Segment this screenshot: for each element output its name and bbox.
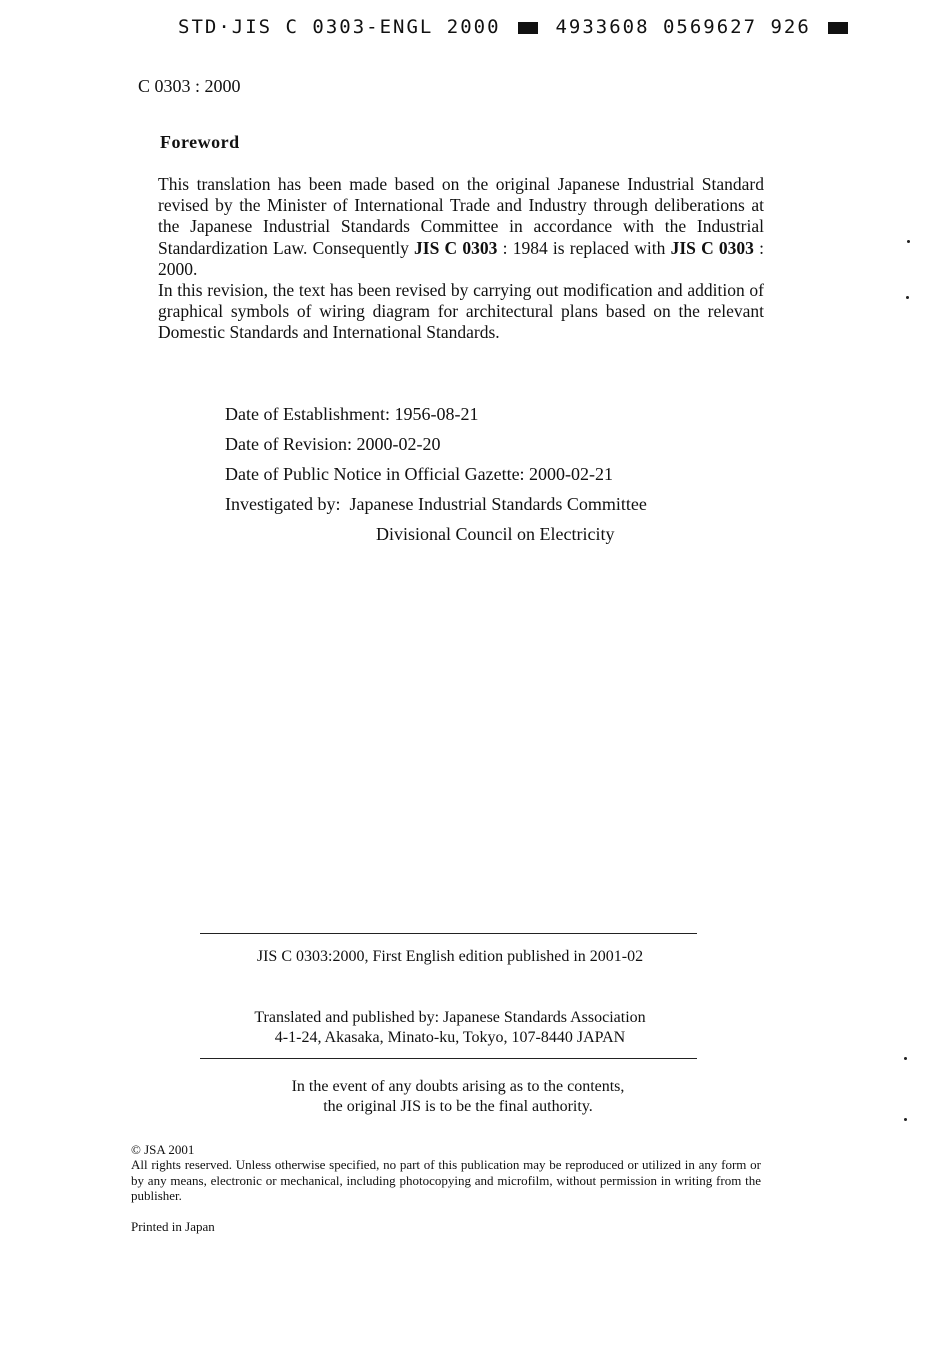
investigated-by xyxy=(225,494,647,515)
authority-line1: In the event of any doubts arising as to the contents, xyxy=(291,1078,625,1095)
document-number: C 0303 : 2000 xyxy=(138,76,241,96)
jis-reference-new: JIS C 0303 xyxy=(670,237,754,258)
authority-note xyxy=(200,1077,716,1117)
investigated-by-line2: Divisional Council on Electricity xyxy=(376,524,615,544)
scan-speck xyxy=(904,1118,907,1121)
black-block-mark xyxy=(828,22,848,34)
foreword-text: : 2000. xyxy=(158,237,765,279)
divider-bottom xyxy=(200,1058,697,1059)
header-code-part2: 4933608 0569627 926 xyxy=(555,16,811,38)
investigated-by-line1: Japanese Industrial Standards Committee xyxy=(349,494,647,514)
foreword-body xyxy=(158,174,764,344)
date-of-revision: Date of Revision: 2000-02-20 xyxy=(225,434,441,454)
scan-speck xyxy=(907,240,910,243)
date-of-public-notice: Date of Public Notice in Official Gazette: 2000-02-21 xyxy=(225,464,614,484)
scan-speck xyxy=(906,296,909,299)
jis-reference-old: JIS C 0303 xyxy=(414,237,498,258)
foreword-text: : 1984 is replaced with xyxy=(497,237,671,258)
foreword-paragraph-1 xyxy=(158,174,764,280)
document-header-code xyxy=(178,16,852,38)
edition-note: JIS C 0303:2000, First English edition published in 2001-02 xyxy=(256,948,644,965)
investigated-by-label: Investigated by: xyxy=(225,494,341,514)
publisher-block xyxy=(200,1008,700,1048)
header-code-part1: STD·JIS C 0303-ENGL 2000 xyxy=(178,16,501,38)
foreword-heading: Foreword xyxy=(160,132,240,152)
publisher-line1: Translated and published by: Japanese Standards Association xyxy=(254,1009,646,1026)
divider-top xyxy=(200,933,697,934)
copyright-notice: © JSA 2001 xyxy=(131,1142,195,1157)
scan-speck xyxy=(904,1057,907,1060)
black-block-mark xyxy=(518,22,538,34)
publisher-address: 4-1-24, Akasaka, Minato-ku, Tokyo, 107-8440 JAPAN xyxy=(274,1029,626,1046)
foreword-text: This translation has been made based on the original Japanese Industrial Standard revised by the Minister of International Trade and Industry through deliberations at the Japanese Industrial Standards Committee in accordance with the Industrial Standardization Law. Consequently xyxy=(158,174,764,258)
date-of-establishment: Date of Establishment: 1956-08-21 xyxy=(225,404,479,424)
rights-statement: All rights reserved. Unless otherwise specified, no part of this publication may be reproduced or utilized in any form or by any means, electronic or mechanical, including photocopying and microfilm, without permission in writing from the publisher. xyxy=(131,1157,761,1203)
foreword-paragraph-2: In this revision, the text has been revised by carrying out modification and addition of graphical symbols of wiring diagram for architectural plans based on the relevant Domestic Standards and International Standards. xyxy=(158,280,764,343)
printed-in-note: Printed in Japan xyxy=(131,1219,215,1234)
authority-line2: the original JIS is to be the final authority. xyxy=(323,1098,593,1115)
